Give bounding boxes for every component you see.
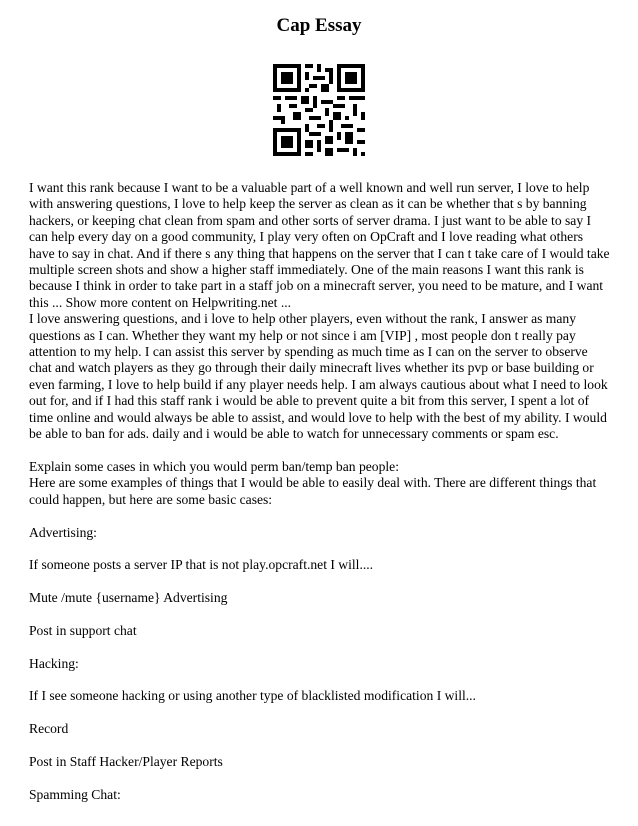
hacking-action-post: Post in Staff Hacker/Player Reports: [29, 754, 223, 770]
page-title: Cap Essay: [276, 15, 362, 36]
hacking-action-record: Record: [29, 721, 69, 737]
essay-body: [29, 180, 611, 803]
paragraph-examples: Here are some examples of things that I would be able to easily deal with. There are different things that could happen, but here are some basic cases:: [29, 475, 597, 507]
spamming-heading: Spamming Chat:: [29, 786, 121, 802]
advertising-action-mute: Mute /mute {username} Advertising: [29, 590, 228, 606]
advertising-action-post: Post in support chat: [29, 622, 137, 638]
qr-code-icon: [273, 64, 365, 156]
paragraph-intro: I want this rank because I want to be a valuable part of a well known and well run server, I love to help with answering questions, I love to help keep the server as clean as it can be whether that s by banning hackers, or keeping chat clean from spam and other sorts of server drama. I just want to be able to say I can help every day on a good community, I play very often on OpCraft and I love reading what others have to say in chat. And if there s any thing that happens on the server that I can t take care of I would take multiple screen shots and show a higher staff immediately. One of the main reasons I want this rank is because I think in order to take part in a staff job on a minecraft server, you need to be mature, and I want this ... Show more content on Helpwriting.net ...: [29, 180, 610, 310]
advertising-heading: Advertising:: [29, 524, 97, 540]
paragraph-help: I love answering questions, and i love to help other players, even without the rank, I answer as many questions as I can. Whether they want my help or not since i am [VIP] , most people don t really pay attention to my help. I can assist this server by spending as much time as I can on the server to observe chat and watch players as they go through their daily minecraft lives whether its pvp or base building or even farming, I love to help build if any player needs help. I am always cautious about what I need to look out for, and if I had this staff rank i would be able to prevent quite a bit from this server, I spent a lot of time online and would always be able to assist, and would love to help with the best of my ability. I would be able to ban for ads. daily and i would be able to watch for unnecessary comments or spam esc.: [29, 311, 608, 442]
advertising-rule: If someone posts a server IP that is not play.opcraft.net I will....: [29, 557, 374, 573]
hacking-heading: Hacking:: [29, 655, 79, 671]
question-heading: Explain some cases in which you would perm ban/temp ban people:: [29, 458, 399, 474]
hacking-rule: If I see someone hacking or using another type of blacklisted modification I will...: [29, 688, 476, 704]
